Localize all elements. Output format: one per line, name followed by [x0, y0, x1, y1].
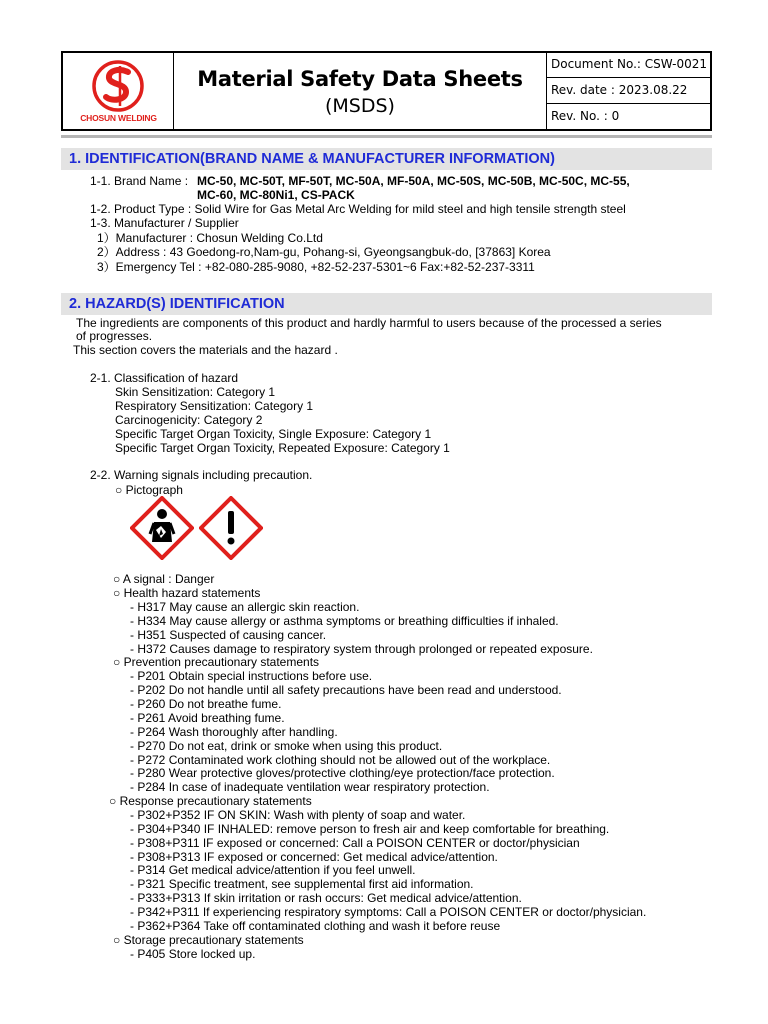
response-heading: ○ Response precautionary statements: [109, 794, 312, 808]
classification-heading: 2-1. Classification of hazard: [90, 371, 239, 385]
response-statement: - P321 Specific treatment, see supplemental first aid information.: [130, 877, 474, 891]
document-header: [61, 51, 712, 131]
prevention-statement: - P261 Avoid breathing fume.: [130, 711, 285, 725]
revision-date: Rev. date : 2023.08.22: [547, 79, 710, 104]
manufacturer-heading: 1-3. Manufacturer / Supplier: [90, 216, 239, 230]
prevention-heading: ○ Prevention precautionary statements: [113, 655, 320, 669]
pictograph-label: ○ Pictograph: [115, 483, 183, 497]
document-number: Document No.: CSW-0021: [547, 53, 710, 78]
health-statement: - H372 Causes damage to respiratory system through prolonged or repeated exposure.: [130, 642, 593, 656]
prevention-statement: - P202 Do not handle until all safety precautions have been read and understood.: [130, 683, 562, 697]
response-statement: - P308+P313 IF exposed or concerned: Get medical advice/attention.: [130, 850, 498, 864]
address: 2）Address : 43 Goedong-ro,Nam-gu, Pohang-si, Gyeongsangbuk-do, [37863] Korea: [97, 245, 551, 259]
classification-item: Skin Sensitization: Category 1: [115, 385, 276, 399]
health-heading: ○ Health hazard statements: [113, 586, 261, 600]
manufacturer: 1）Manufacturer : Chosun Welding Co.Ltd: [97, 231, 323, 245]
intro-line-3: This section covers the materials and the hazard .: [73, 343, 338, 357]
prevention-statement: - P272 Contaminated work clothing should not be allowed out of the workplace.: [130, 753, 551, 767]
prevention-statement: - P280 Wear protective gloves/protective clothing/eye protection/face protection.: [130, 766, 555, 780]
intro-line-1: The ingredients are components of this product and hardly harmful to users because of the processed a series: [76, 316, 662, 330]
storage-statement: - P405 Store locked up.: [130, 947, 256, 961]
warning-heading: 2-2. Warning signals including precaution.: [90, 468, 313, 482]
logo-text: CHOSUN WELDING: [80, 113, 157, 123]
document-subtitle: (MSDS): [325, 95, 395, 117]
storage-heading: ○ Storage precautionary statements: [113, 933, 304, 947]
response-statement: - P314 Get medical advice/attention if you feel unwell.: [130, 863, 416, 877]
prevention-statement: - P284 In case of inadequate ventilation wear respiratory protection.: [130, 780, 490, 794]
product-type: 1-2. Product Type : Solid Wire for Gas Metal Arc Welding for mild steel and high tensile strength steel: [90, 202, 626, 216]
chosun-logo-icon: [90, 59, 146, 113]
health-statement: - H351 Suspected of causing cancer.: [130, 628, 327, 642]
header-divider: [61, 135, 712, 138]
section-1-heading: 1. IDENTIFICATION(BRAND NAME & MANUFACTURER INFORMATION): [61, 148, 712, 170]
response-statement: - P333+P313 If skin irritation or rash occurs: Get medical advice/attention.: [130, 891, 522, 905]
classification-item: Carcinogenicity: Category 2: [115, 413, 263, 427]
health-statement: - H317 May cause an allergic skin reaction.: [130, 600, 360, 614]
classification-item: Specific Target Organ Toxicity, Single Exposure: Category 1: [115, 427, 432, 441]
response-statement: - P342+P311 If experiencing respiratory symptoms: Call a POISON CENTER or doctor/physician.: [130, 905, 647, 919]
classification-item: Respiratory Sensitization: Category 1: [115, 399, 314, 413]
revision-number: Rev. No. : 0: [551, 109, 620, 123]
signal-word: ○ A signal : Danger: [113, 572, 215, 586]
exclamation-mark-icon: [199, 496, 263, 560]
classification-item: Specific Target Organ Toxicity, Repeated Exposure: Category 1: [115, 441, 450, 455]
health-statement: - H334 May cause allergy or asthma symptoms or breathing difficulties if inhaled.: [130, 614, 559, 628]
document-title: Material Safety Data Sheets: [197, 67, 523, 91]
company-logo: [63, 53, 174, 129]
prevention-statement: - P270 Do not eat, drink or smoke when using this product.: [130, 739, 443, 753]
document-info: [547, 53, 710, 129]
response-statement: - P308+P311 IF exposed or concerned: Call a POISON CENTER or doctor/physician: [130, 836, 580, 850]
response-statement: - P362+P364 Take off contaminated clothing and wash it before reuse: [130, 919, 501, 933]
intro-line-2: of progresses.: [76, 329, 153, 343]
brand-name-line-2: MC-60, MC-80Ni1, CS-PACK: [197, 188, 355, 202]
emergency-tel: 3）Emergency Tel : +82-080-285-9080, +82-52-237-5301~6 Fax:+82-52-237-3311: [97, 260, 535, 274]
section-2-heading: 2. HAZARD(S) IDENTIFICATION: [61, 293, 712, 315]
prevention-statement: - P264 Wash thoroughly after handling.: [130, 725, 338, 739]
health-hazard-icon: [130, 496, 194, 560]
brand-name-line-1: MC-50, MC-50T, MF-50T, MC-50A, MF-50A, MC-50S, MC-50B, MC-50C, MC-55,: [197, 174, 630, 188]
title-cell: [174, 53, 547, 129]
response-statement: - P302+P352 IF ON SKIN: Wash with plenty of soap and water.: [130, 808, 466, 822]
prevention-statement: - P201 Obtain special instructions before use.: [130, 669, 373, 683]
prevention-statement: - P260 Do not breathe fume.: [130, 697, 282, 711]
brand-name-label: 1-1. Brand Name :: [90, 174, 189, 188]
response-statement: - P304+P340 IF INHALED: remove person to fresh air and keep comfortable for breathing.: [130, 822, 610, 836]
